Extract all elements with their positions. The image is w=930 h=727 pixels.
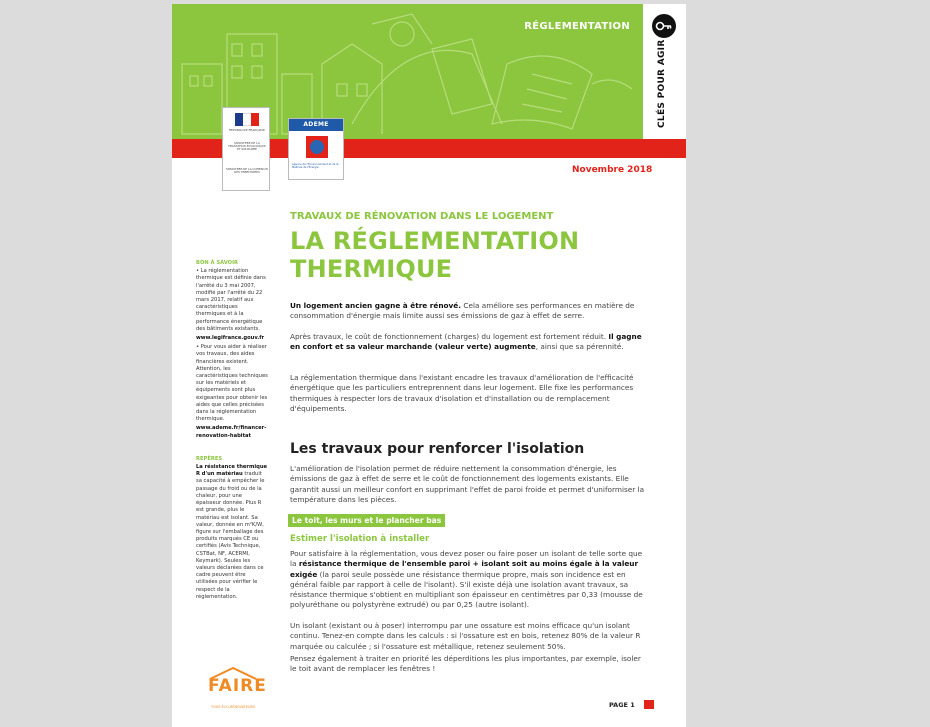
ademe-logo <box>288 118 344 180</box>
ademe-name: ADEME <box>289 119 343 131</box>
intro-text-2-end: , ainsi que sa pérennité. <box>535 342 624 352</box>
bon-a-savoir-text-2: • Pour vous aider à réaliser vos travaux, des aides financières existent. Attention, les caractéristiques techniques sur les matériels et équipements sont plus exigeantes pour obtenir les aides que celles précisées dans la réglementation thermique. <box>196 344 268 423</box>
bon-a-savoir-heading: BON À SAVOIR <box>196 260 238 266</box>
subsection-label: Le toit, les murs et le plancher bas <box>288 514 445 527</box>
subsection-heading: Estimer l'isolation à installer <box>290 534 430 544</box>
section-paragraph-3: Un isolant (existant ou à poser) interrompu par une ossature est moins efficace qu'un isolant continu. Tenez-en compte dans les calculs : si l'ossature est en bois, retenez 80% de la valeur R marquée ou calculée ; si l'ossature est métallique, retenez seulement 50%. <box>290 621 641 651</box>
section-paragraph-1: L'amélioration de l'isolation permet de réduire nettement la consommation d'énergie, les émissions de gaz à effet de serre et le coût de fonctionnement des logements existants. Elle garantit aussi un meilleur confort en supprimant l'effet de paroi froide et permet d'uniformiser la température dans les pièces. <box>290 464 645 504</box>
section-paragraph-4: Pensez également à traiter en priorité les déperditions les plus importantes, par exemple, isoler le toit avant de remplacer les fenêtres ! <box>290 654 641 674</box>
french-flag-icon <box>235 113 259 126</box>
section-heading: Les travaux pour renforcer l'isolation <box>290 441 585 457</box>
tab-label: CLÉS POUR AGIR <box>657 39 667 128</box>
side-tab <box>643 4 686 139</box>
intro-paragraph-1 <box>290 301 646 322</box>
faire-subtitle: TOUS ÉCO-RÉNOVATEURS <box>211 705 255 709</box>
document-title: LA RÉGLEMENTATION THERMIQUE <box>290 227 580 283</box>
faire-logo <box>204 666 267 714</box>
section-bold-2: résistance thermique de l'ensemble paroi + isolant soit au moins égale à la valeur exigée <box>290 559 639 579</box>
publication-date: Novembre 2018 <box>572 165 653 175</box>
reperes-bold: La résistance thermique R d'un matériau <box>196 464 268 478</box>
ademe-financer-link[interactable]: www.ademe.fr/financer-renovation-habitat <box>196 425 267 439</box>
intro-bold-2: Il gagne en confort et sa valeur marchande (valeur verte) augmente <box>290 332 642 352</box>
gov-line-3: MINISTÈRE DE LA COHÉSION DES TERRITOIRES <box>226 168 268 175</box>
key-icon <box>652 14 676 38</box>
intro-bold-1: Un logement ancien gagne à être rénové. <box>290 301 462 310</box>
gov-line-1: RÉPUBLIQUE FRANÇAISE <box>229 129 265 132</box>
section-paragraph-2 <box>290 549 646 611</box>
page-mark-icon <box>644 700 654 709</box>
faire-word: FAIRE <box>208 676 267 696</box>
document-page <box>172 4 686 727</box>
category-label: RÉGLEMENTATION <box>524 21 630 32</box>
government-logo <box>222 107 270 191</box>
page-number: PAGE 1 <box>609 701 635 709</box>
bon-a-savoir-text-1: • La réglementation thermique est définie dans l'arrêté du 3 mai 2007, modifié par l'arrêté du 22 mars 2017, relatif aux caractéristiques thermiques et à la performance énergétique des bâtiments existants. <box>196 268 266 332</box>
legifrance-link[interactable]: www.legifrance.gouv.fr <box>196 335 265 342</box>
reperes-text: traduit sa capacité à empêcher le passage du froid ou de la chaleur, pour une épaisseur donnée. Plus R est grande, plus le matériau est isolant. Sa valeur, donnée en m²K/W, figure sur l'emballage des produits marqués CE ou certifiés (Avis Technique, CSTBat, NF, ACERMI, Keymark). Seules les valeurs déclarées dans ce cadre peuvent être utilisées pour vérifier le respect de la réglementation. <box>196 471 265 600</box>
gov-line-2: MINISTÈRE DE LA TRANSITION ÉCOLOGIQUE ET SOLIDAIRE <box>228 142 266 152</box>
sidebar <box>196 260 268 603</box>
intro-text-1: Cela améliore ses performances en matière de consommation d'énergie mais limite aussi ses émissions de gaz à effet de serre. <box>290 301 635 321</box>
intro-text-2: Après travaux, le coût de fonctionnement (charges) du logement est fortement réduit. <box>290 332 607 341</box>
section-text-2b: (la paroi seule possède une résistance thermique propre, mais son incidence est en général faible par rapport à celle de l'isolant). S'il existe déjà une isolation avant travaux, sa résistance thermique s'obtient en multipliant son épaisseur en centimètres par 0,33 (mousse de polyuréthane ou polystyrène extrudé) ou par 0,25 (autre isolant). <box>290 569 643 610</box>
ademe-tagline: Agence de l'Environnement et de la Maîtrise de l'Énergie <box>292 163 339 170</box>
intro-paragraph-3: La réglementation thermique dans l'existant encadre les travaux d'amélioration de l'efficacité énergétique que les particuliers entreprennent dans leur logement. Elle fixe les performances thermiques à respecter lors de travaux d'isolation et d'installation ou de remplacement d'équipements. <box>290 373 634 413</box>
reperes-heading: REPÈRES <box>196 455 223 462</box>
document-kicker: TRAVAUX DE RÉNOVATION DANS LE LOGEMENT <box>290 211 554 222</box>
ademe-emblem-icon <box>306 136 328 158</box>
section-text-2a: Pour satisfaire à la réglementation, vous devez poser ou faire poser un isolant de telle sorte que la <box>290 549 643 569</box>
intro-paragraph-2 <box>290 332 646 353</box>
